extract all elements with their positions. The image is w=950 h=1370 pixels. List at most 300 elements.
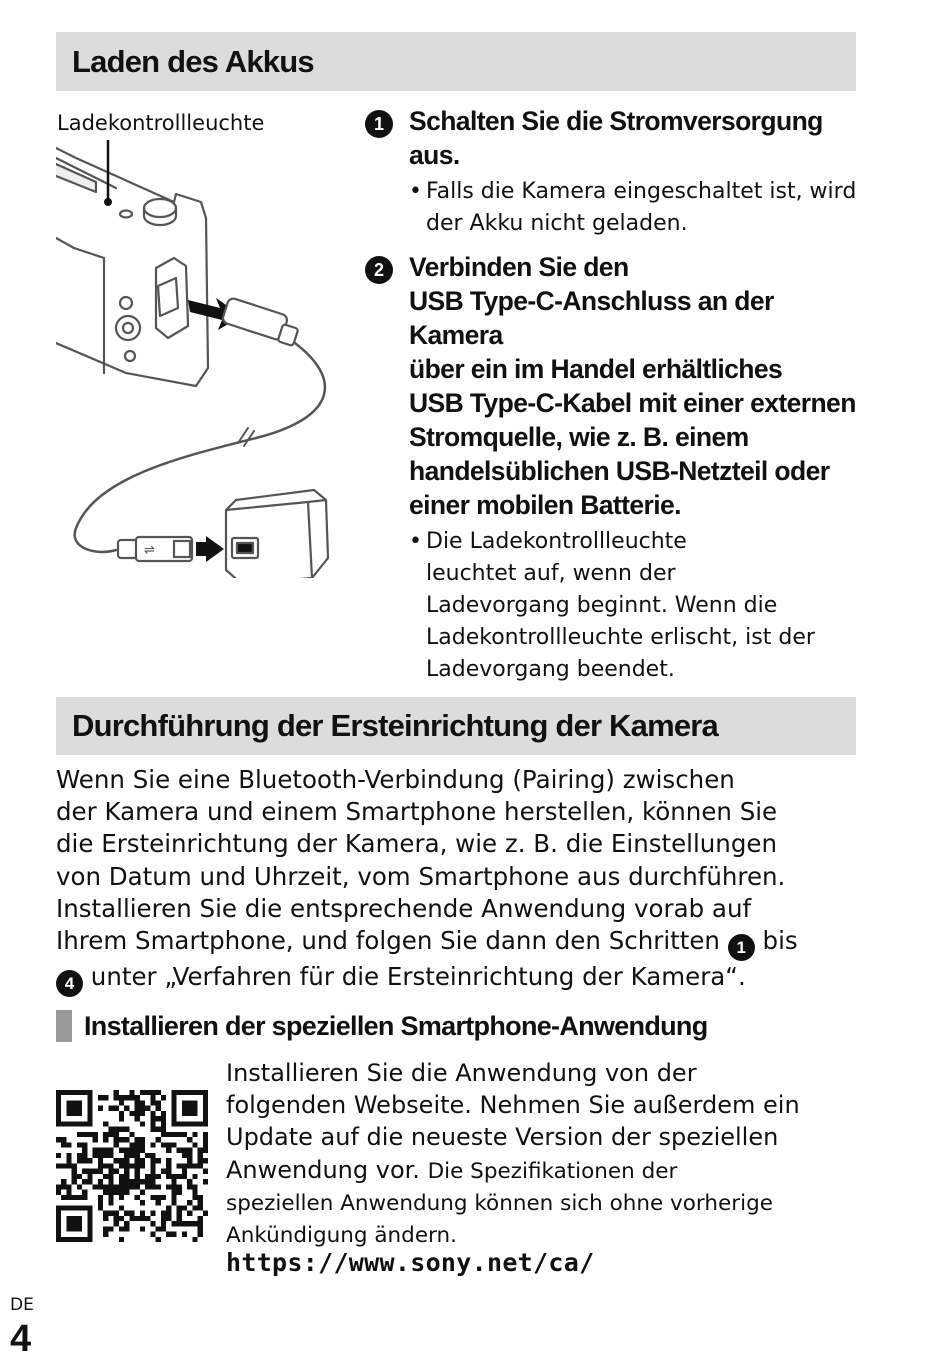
qr-module	[103, 1184, 108, 1189]
qr-module	[82, 1148, 87, 1153]
qr-module	[150, 1232, 155, 1237]
qr-module	[166, 1163, 171, 1168]
qr-module	[171, 1179, 176, 1184]
qr-module	[166, 1205, 171, 1210]
setup-intro-paragraph	[56, 764, 856, 997]
qr-module	[119, 1158, 124, 1163]
qr-module	[82, 1169, 87, 1174]
qr-module	[129, 1132, 134, 1137]
qr-module	[156, 1158, 161, 1163]
qr-module	[93, 1153, 98, 1158]
qr-module	[161, 1132, 166, 1137]
qr-module	[182, 1169, 187, 1174]
qr-module	[98, 1153, 103, 1158]
qr-module	[66, 1163, 71, 1168]
qr-module	[171, 1184, 176, 1189]
qr-module	[56, 1153, 61, 1158]
section-heading-charging	[56, 32, 856, 91]
note-line: leuchtet auf, wenn der	[426, 561, 676, 586]
qr-module	[129, 1111, 134, 1116]
qr-module	[140, 1148, 145, 1153]
qr-module	[182, 1148, 187, 1153]
qr-module	[114, 1158, 119, 1163]
qr-module	[93, 1132, 98, 1137]
qr-module	[119, 1216, 124, 1221]
qr-module	[140, 1179, 145, 1184]
qr-module	[114, 1142, 119, 1147]
qr-module	[177, 1190, 182, 1195]
text-fragment: unter „Verfahren für die Ersteinrichtung der Kamera“.	[90, 962, 746, 992]
qr-module	[114, 1216, 119, 1221]
qr-module	[177, 1148, 182, 1153]
qr-module	[98, 1184, 103, 1189]
step-title	[409, 250, 860, 522]
qr-module	[166, 1184, 171, 1189]
qr-module	[124, 1179, 129, 1184]
qr-module	[135, 1142, 140, 1147]
qr-module	[135, 1184, 140, 1189]
qr-module	[161, 1116, 166, 1121]
qr-module	[124, 1211, 129, 1216]
qr-module	[161, 1121, 166, 1126]
qr-module	[166, 1174, 171, 1179]
qr-module	[198, 1200, 203, 1205]
qr-module	[161, 1221, 166, 1226]
qr-module	[72, 1169, 77, 1174]
step-2	[365, 250, 860, 686]
qr-module	[140, 1163, 145, 1168]
qr-module	[108, 1184, 113, 1189]
qr-module	[161, 1142, 166, 1147]
qr-module	[192, 1237, 197, 1242]
qr-module	[56, 1137, 61, 1142]
qr-module	[187, 1163, 192, 1168]
qr-module	[87, 1158, 92, 1163]
text-line: folgenden Webseite. Nehmen Sie außerdem ein	[226, 1091, 800, 1120]
title-line: USB Type-C-Kabel mit einer externen	[409, 388, 856, 418]
qr-module	[145, 1153, 150, 1158]
qr-module	[198, 1158, 203, 1163]
qr-module	[150, 1127, 155, 1132]
qr-module	[135, 1095, 140, 1100]
qr-module	[77, 1142, 82, 1147]
qr-module	[87, 1205, 92, 1242]
qr-module	[82, 1153, 87, 1158]
qr-module	[145, 1106, 150, 1111]
qr-module	[108, 1200, 113, 1205]
qr-module	[114, 1211, 119, 1216]
qr-module	[98, 1169, 103, 1174]
section-title: Durchführung der Ersteinrichtung der Kamera	[72, 708, 718, 743]
qr-module	[150, 1121, 155, 1126]
qr-module	[77, 1158, 82, 1163]
qr-module	[156, 1226, 161, 1231]
qr-module	[66, 1216, 82, 1232]
qr-module	[192, 1195, 197, 1200]
qr-module	[124, 1221, 129, 1226]
text-fragment: Ihrem Smartphone, und folgen Sie dann den Schritten	[56, 926, 720, 956]
qr-module	[198, 1205, 203, 1210]
qr-module	[129, 1184, 134, 1189]
qr-module	[150, 1158, 155, 1163]
qr-module	[87, 1179, 92, 1184]
qr-module	[161, 1226, 166, 1231]
qr-module	[203, 1142, 208, 1147]
qr-module	[114, 1127, 119, 1132]
text-line: der Kamera und einem Smartphone herstellen, können Sie	[56, 797, 778, 827]
qr-module	[166, 1132, 171, 1137]
qr-module	[124, 1095, 129, 1100]
qr-module	[93, 1137, 98, 1142]
qr-module	[87, 1090, 92, 1127]
qr-module	[103, 1232, 108, 1237]
qr-module	[166, 1142, 171, 1147]
qr-module	[161, 1111, 166, 1116]
qr-module	[119, 1184, 124, 1189]
qr-module	[129, 1179, 134, 1184]
qr-module	[171, 1200, 176, 1205]
qr-module	[124, 1163, 129, 1168]
qr-module	[156, 1200, 161, 1205]
qr-module	[103, 1132, 108, 1137]
qr-module	[161, 1211, 166, 1216]
qr-module	[108, 1226, 113, 1231]
qr-module	[171, 1190, 176, 1195]
qr-module	[77, 1132, 82, 1137]
qr-module	[187, 1137, 192, 1142]
qr-module	[66, 1184, 71, 1189]
qr-module	[198, 1216, 203, 1221]
qr-module	[198, 1221, 203, 1226]
qr-module	[145, 1184, 150, 1189]
qr-module	[108, 1163, 113, 1168]
qr-module	[135, 1163, 140, 1168]
qr-module	[150, 1169, 155, 1174]
qr-module	[135, 1111, 140, 1116]
qr-module	[93, 1148, 98, 1153]
qr-module	[203, 1158, 208, 1163]
qr-module	[124, 1148, 129, 1153]
qr-module	[87, 1174, 92, 1179]
qr-module	[171, 1142, 176, 1147]
qr-module	[150, 1090, 155, 1095]
qr-module	[124, 1226, 129, 1231]
qr-module	[192, 1205, 197, 1210]
qr-module	[187, 1158, 192, 1163]
qr-module	[161, 1216, 166, 1221]
qr-module	[66, 1142, 71, 1147]
qr-module	[145, 1174, 150, 1179]
qr-module	[129, 1216, 134, 1221]
qr-module	[82, 1158, 87, 1163]
qr-module	[145, 1090, 150, 1095]
qr-module	[135, 1174, 140, 1179]
qr-module	[166, 1158, 171, 1163]
qr-module	[61, 1142, 66, 1147]
qr-module	[61, 1195, 66, 1200]
step-badge-4: 4	[56, 970, 83, 997]
title-line: Verbinden Sie den	[409, 252, 629, 282]
section-heading-initial-setup	[56, 697, 856, 755]
qr-module	[182, 1153, 187, 1158]
page-number: 4	[10, 1318, 32, 1360]
qr-module	[72, 1163, 77, 1168]
qr-module	[161, 1169, 166, 1174]
qr-module	[161, 1195, 166, 1200]
qr-module	[129, 1095, 134, 1100]
text-line: von Datum und Uhrzeit, vom Smartphone aus durchführen.	[56, 861, 786, 891]
qr-module	[119, 1163, 124, 1168]
subsection-heading	[56, 1008, 856, 1044]
qr-module	[98, 1179, 103, 1184]
qr-module	[140, 1200, 145, 1205]
qr-module	[135, 1158, 140, 1163]
qr-module	[124, 1174, 129, 1179]
heading-bar	[56, 1010, 72, 1042]
qr-module	[72, 1195, 77, 1200]
qr-module	[93, 1169, 98, 1174]
qr-module	[119, 1100, 124, 1105]
qr-module	[119, 1195, 124, 1200]
qr-module	[156, 1090, 161, 1095]
qr-module	[66, 1190, 71, 1195]
step-note: • Falls die Kamera eingeschaltet ist, wird der Akku nicht geladen.	[409, 176, 860, 240]
qr-module	[103, 1153, 108, 1158]
qr-module	[156, 1116, 161, 1121]
qr-module	[119, 1179, 124, 1184]
text-fragment: Anwendung vor.	[226, 1155, 420, 1184]
qr-module	[124, 1169, 129, 1174]
qr-module	[171, 1121, 208, 1126]
text-line	[56, 925, 856, 961]
text-line: Ankündigung ändern.	[226, 1223, 457, 1249]
qr-module	[56, 1205, 61, 1242]
qr-module	[108, 1211, 113, 1216]
qr-module	[66, 1195, 71, 1200]
qr-module	[198, 1148, 203, 1153]
qr-module	[171, 1090, 176, 1127]
qr-module	[103, 1095, 108, 1100]
qr-module	[150, 1153, 155, 1158]
qr-module	[103, 1121, 108, 1126]
qr-module	[135, 1216, 140, 1221]
qr-module	[177, 1132, 182, 1137]
qr-module	[150, 1116, 155, 1121]
qr-module	[98, 1106, 103, 1111]
qr-module	[56, 1090, 93, 1095]
qr-module	[177, 1211, 182, 1216]
qr-module	[56, 1121, 93, 1126]
qr-module	[156, 1127, 161, 1132]
qr-module	[150, 1163, 155, 1168]
qr-module	[114, 1090, 119, 1095]
qr-module	[108, 1153, 113, 1158]
qr-module	[114, 1132, 119, 1137]
qr-module	[187, 1221, 192, 1226]
step-title: Schalten Sie die Stromversorgung aus.	[409, 106, 823, 170]
qr-module	[187, 1148, 192, 1153]
qr-module	[150, 1142, 155, 1147]
qr-module	[192, 1174, 197, 1179]
qr-module	[166, 1148, 171, 1153]
app-url-link[interactable]: https://www.sony.net/ca/	[226, 1248, 595, 1277]
qr-module	[171, 1221, 176, 1226]
qr-module	[98, 1163, 103, 1168]
text-line	[226, 1154, 856, 1188]
qr-module	[156, 1174, 161, 1179]
qr-module	[166, 1232, 171, 1237]
title-line: einer mobilen Batterie.	[409, 490, 681, 520]
qr-module	[108, 1132, 113, 1137]
qr-module	[108, 1148, 113, 1153]
charge-lamp-label: Ladekontrollleuchte	[57, 111, 265, 135]
qr-module	[140, 1211, 145, 1216]
qr-code	[56, 1090, 208, 1242]
qr-module	[56, 1205, 93, 1210]
qr-module	[166, 1169, 171, 1174]
qr-module	[61, 1184, 66, 1189]
title-line: über ein im Handel erhältliches	[409, 354, 783, 384]
qr-module	[135, 1116, 140, 1121]
qr-module	[150, 1184, 155, 1189]
qr-module	[129, 1153, 134, 1158]
qr-module	[182, 1232, 187, 1237]
qr-module	[103, 1226, 108, 1231]
qr-module	[108, 1195, 113, 1200]
qr-module	[124, 1106, 129, 1111]
qr-module	[119, 1190, 124, 1195]
qr-module	[140, 1106, 145, 1111]
qr-module	[108, 1169, 113, 1174]
qr-module	[203, 1169, 208, 1174]
qr-module	[187, 1153, 192, 1158]
text-line: Wenn Sie eine Bluetooth-Verbindung (Pairing) zwischen	[56, 765, 735, 794]
qr-module	[77, 1195, 82, 1200]
qr-module	[103, 1190, 108, 1195]
qr-module	[135, 1153, 140, 1158]
qr-module	[156, 1137, 161, 1142]
text-line: Installieren Sie die Anwendung von der	[226, 1059, 697, 1087]
qr-module	[140, 1090, 145, 1095]
qr-module	[119, 1116, 124, 1121]
section-title: Laden des Akkus	[72, 43, 314, 79]
qr-module	[72, 1179, 77, 1184]
qr-module	[140, 1100, 145, 1105]
qr-module	[192, 1184, 197, 1189]
qr-module	[203, 1132, 208, 1137]
qr-module	[124, 1158, 129, 1163]
qr-module	[56, 1163, 61, 1168]
qr-module	[198, 1195, 203, 1200]
qr-module	[140, 1121, 145, 1126]
qr-module	[140, 1111, 145, 1116]
qr-module	[124, 1127, 129, 1132]
qr-module	[61, 1179, 66, 1184]
svg-text:⇌: ⇌	[144, 543, 155, 558]
text-fragment: Die Spezifikationen der	[427, 1158, 678, 1184]
qr-module	[119, 1095, 124, 1100]
qr-module	[177, 1184, 182, 1189]
qr-module	[182, 1221, 187, 1226]
qr-module	[177, 1221, 182, 1226]
qr-module	[140, 1158, 145, 1163]
qr-module	[192, 1190, 197, 1195]
qr-module	[192, 1221, 197, 1226]
qr-module	[119, 1237, 124, 1242]
qr-module	[182, 1132, 187, 1137]
qr-module	[203, 1137, 208, 1142]
qr-module	[98, 1205, 103, 1210]
qr-module	[150, 1100, 155, 1105]
qr-module	[182, 1163, 187, 1168]
qr-module	[135, 1137, 140, 1142]
qr-module	[171, 1132, 176, 1137]
qr-module	[171, 1195, 176, 1200]
note-line: Ladevorgang beginnt. Wenn die	[426, 593, 778, 618]
qr-module	[103, 1148, 108, 1153]
qr-module	[98, 1200, 103, 1205]
qr-module	[203, 1090, 208, 1127]
charging-steps	[365, 104, 860, 686]
qr-module	[135, 1100, 140, 1105]
qr-module	[171, 1174, 176, 1179]
qr-module	[198, 1226, 203, 1231]
qr-module	[187, 1200, 192, 1205]
qr-module	[124, 1137, 129, 1142]
qr-module	[119, 1205, 124, 1210]
qr-module	[156, 1195, 161, 1200]
qr-module	[103, 1163, 108, 1168]
text-line: die Ersteinrichtung der Kamera, wie z. B. die Einstellungen	[56, 829, 777, 859]
qr-module	[135, 1195, 140, 1200]
qr-module	[140, 1226, 145, 1231]
camera-charging-illustration	[56, 138, 346, 578]
qr-module	[119, 1148, 124, 1153]
qr-module	[98, 1095, 103, 1100]
qr-module	[150, 1095, 155, 1100]
qr-module	[140, 1190, 145, 1195]
qr-module	[119, 1127, 124, 1132]
qr-module	[108, 1190, 113, 1195]
qr-module	[77, 1153, 82, 1158]
qr-module	[108, 1179, 113, 1184]
qr-module	[103, 1174, 108, 1179]
qr-module	[150, 1111, 155, 1116]
qr-module	[61, 1137, 66, 1142]
qr-module	[150, 1211, 155, 1216]
text-line: speziellen Anwendung können sich ohne vorherige	[226, 1190, 773, 1216]
qr-module	[156, 1100, 161, 1105]
qr-module	[93, 1184, 98, 1189]
qr-module	[171, 1232, 176, 1237]
note-line: Ladekontrollleuchte erlischt, ist der	[426, 625, 815, 650]
qr-module	[145, 1179, 150, 1184]
step-number-badge: 2	[365, 256, 393, 284]
qr-module	[66, 1153, 71, 1158]
qr-module	[135, 1148, 140, 1153]
qr-module	[114, 1221, 119, 1226]
qr-module	[77, 1174, 82, 1179]
qr-module	[129, 1090, 134, 1095]
qr-module	[171, 1090, 208, 1095]
qr-module	[182, 1205, 187, 1210]
qr-module	[108, 1106, 113, 1111]
qr-module	[119, 1111, 124, 1116]
qr-module	[66, 1158, 71, 1163]
qr-module	[140, 1142, 145, 1147]
qr-module	[87, 1169, 92, 1174]
qr-module	[150, 1221, 155, 1226]
